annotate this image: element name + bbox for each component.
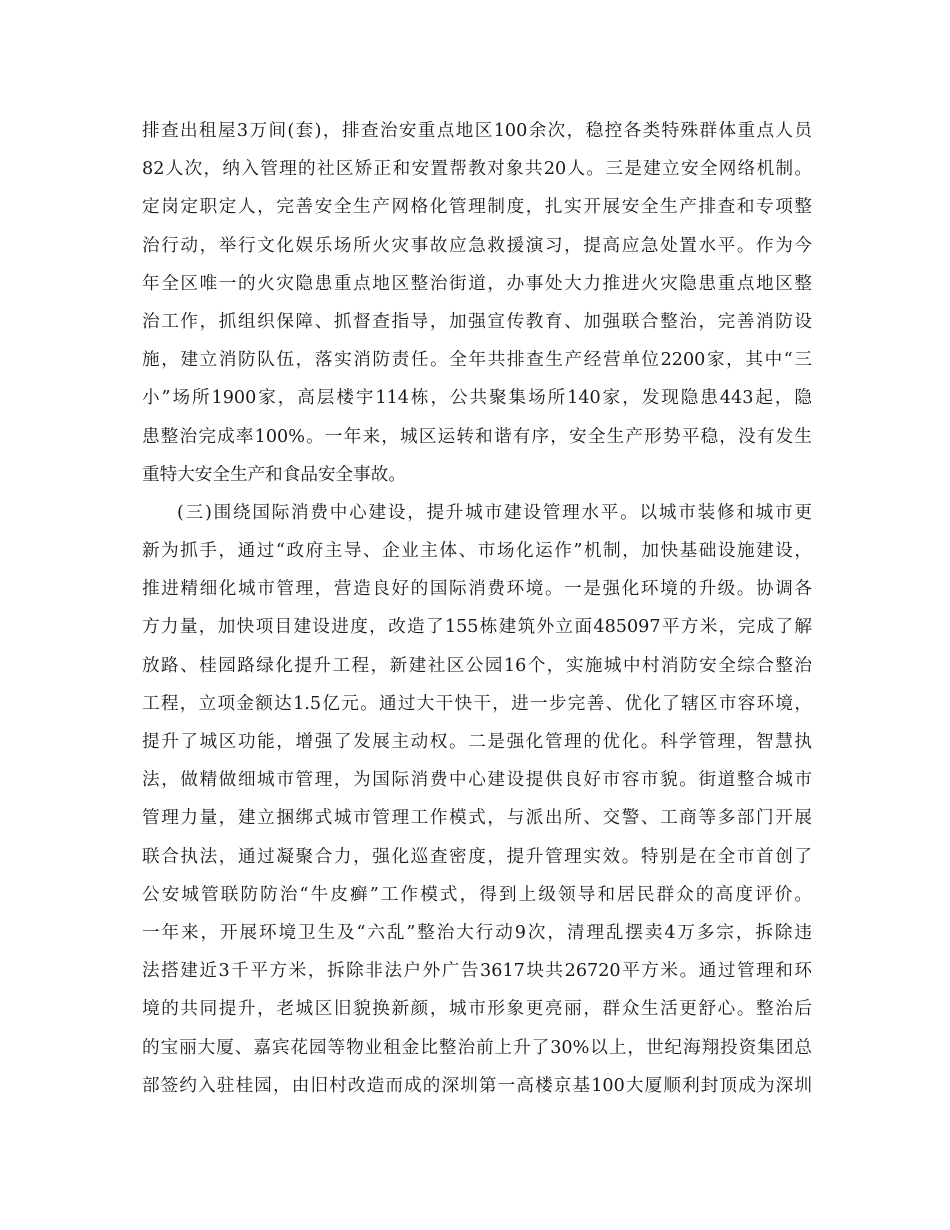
text-line: 一年来，开展环境卫生及“六乱”整治大行动9次，清理乱摆卖4万多宗，拆除违: [142, 922, 812, 943]
text-line: 的宝丽大厦、嘉宾花园等物业租金比整治前上升了30%以上，世纪海翔投资集团总: [142, 1037, 812, 1058]
text-line: 法搭建近3千平方米，拆除非法户外广告3617块共26720平方米。通过管理和环: [142, 961, 812, 982]
text-line: 排查出租屋3万间(套)，排查治安重点地区100余次，稳控各类特殊群体重点人员: [142, 121, 812, 141]
text-line: 法，做精做细城市管理，为国际消费中心建设提供良好市容市貌。街道整合城市: [142, 770, 812, 791]
text-line: 年全区唯一的火灾隐患重点地区整治街道，办事处大力推进火灾隐患重点地区整: [142, 273, 812, 294]
text-line: 联合执法，通过凝聚合力，强化巡查密度，提升管理实效。特别是在全市首创了: [142, 846, 812, 867]
paragraph-public-safety: [142, 112, 812, 494]
text-line: 工程，立项金额达1.5亿元。通过大干快干，进一步完善、优化了辖区市容环境，: [142, 693, 812, 714]
text-line: 新为抓手，通过“政府主导、企业主体、市场化运作”机制，加快基础设施建设，: [142, 541, 812, 562]
text-line: 患整治完成率100%。一年来，城区运转和谐有序，安全生产形势平稳，没有发生: [142, 426, 812, 447]
text-line: 重特大安全生产和食品安全事故。: [142, 464, 406, 485]
text-line: 公安城管联防防治“牛皮癣”工作模式，得到上级领导和居民群众的高度评价。: [142, 884, 812, 905]
paragraph-city-construction: [142, 494, 812, 1105]
text-line: 境的共同提升，老城区旧貌换新颜，城市形象更亮丽，群众生活更舒心。整治后: [142, 999, 812, 1020]
text-line: 部签约入驻桂园，由旧村改造而成的深圳第一高楼京基100大厦顺利封顶成为深圳: [142, 1075, 812, 1096]
text-line: 推进精细化城市管理，营造良好的国际消费环境。一是强化环境的升级。协调各: [142, 579, 812, 600]
text-line: 方力量，加快项目建设进度，改造了155栋建筑外立面485097平方米，完成了解: [142, 617, 812, 638]
text-line: 定岗定职定人，完善安全生产网格化管理制度，扎实开展安全生产排查和专项整: [142, 197, 812, 218]
text-line: 提升了城区功能，增强了发展主动权。二是强化管理的优化。科学管理，智慧执: [142, 732, 812, 752]
text-line: 小”场所1900家，高层楼宇114栋，公共聚集场所140家，发现隐患443起，隐: [142, 388, 812, 409]
text-line: 管理力量，建立捆绑式城市管理工作模式，与派出所、交警、工商等多部门开展: [142, 808, 812, 829]
text-line: 治行动，举行文化娱乐场所火灾事故应急救援演习，提高应急处置水平。作为今: [142, 235, 812, 256]
text-line: 82人次，纳入管理的社区矫正和安置帮教对象共20人。三是建立安全网络机制。: [142, 159, 812, 180]
text-line: 施，建立消防队伍，落实消防责任。全年共排查生产经营单位2200家，其中“三: [142, 350, 812, 371]
document-body: [142, 112, 812, 1105]
text-line: 放路、桂园路绿化提升工程，新建社区公园16个，实施城中村消防安全综合整治: [142, 655, 812, 676]
section-heading-line: (三)围绕国际消费中心建设，提升城市建设管理水平。以城市装修和城市更: [177, 502, 812, 523]
text-line: 治工作，抓组织保障、抓督查指导，加强宣传教育、加强联合整治，完善消防设: [142, 311, 812, 332]
